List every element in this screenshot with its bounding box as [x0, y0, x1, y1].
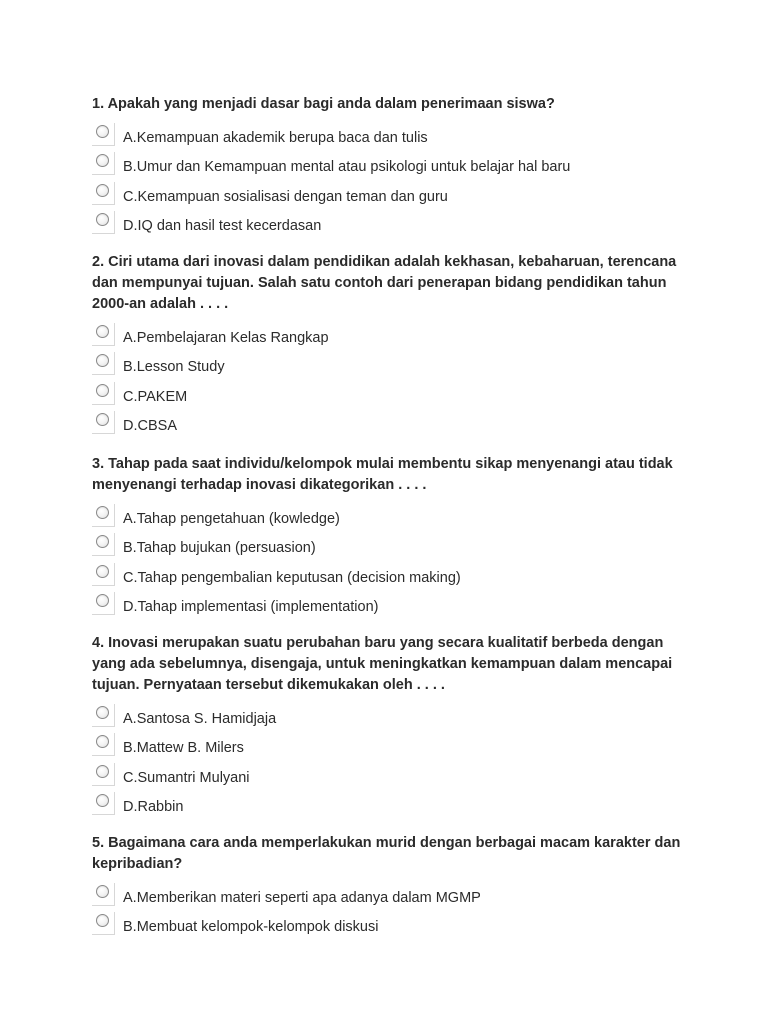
option-label: B.Lesson Study — [123, 359, 225, 376]
option-label: B.Mattew B. Milers — [123, 740, 244, 757]
radio-button[interactable] — [92, 323, 122, 349]
option-label: C.Kemampuan sosialisasi dengan teman dan guru — [123, 188, 448, 205]
option-label: D.CBSA — [123, 417, 177, 434]
option-label: A.Pembelajaran Kelas Rangkap — [123, 330, 329, 346]
option-item[interactable] — [92, 152, 692, 181]
radio-button[interactable] — [92, 792, 122, 818]
option-label: B.Umur dan Kemampuan mental atau psikologi untuk belajar hal baru — [123, 159, 571, 176]
option-item[interactable] — [92, 504, 692, 533]
radio-button[interactable] — [92, 411, 122, 437]
option-label: B.Tahap bujukan (persuasion) — [123, 540, 316, 557]
question-5 — [92, 833, 692, 942]
option-label: A.Kemampuan akademik berupa baca dan tulis — [123, 130, 428, 146]
options-list — [92, 123, 692, 240]
question-1 — [92, 94, 692, 240]
option-item[interactable] — [92, 533, 692, 562]
option-item[interactable] — [92, 883, 692, 912]
question-2 — [92, 252, 692, 440]
question-3 — [92, 454, 692, 621]
option-item[interactable] — [92, 323, 692, 352]
option-item[interactable] — [92, 211, 692, 240]
radio-button[interactable] — [92, 152, 122, 178]
question-text: 5. Bagaimana cara anda memperlakukan murid dengan berbagai macam karakter dan kepribadian? — [92, 835, 681, 872]
radio-button[interactable] — [92, 563, 122, 589]
option-label: A.Tahap pengetahuan (kowledge) — [123, 511, 340, 527]
question-4 — [92, 633, 692, 821]
option-label: B.Membuat kelompok-kelompok diskusi — [123, 919, 379, 936]
radio-button[interactable] — [92, 211, 122, 237]
option-label: A.Memberikan materi seperti apa adanya dalam MGMP — [123, 890, 481, 906]
option-item[interactable] — [92, 792, 692, 821]
radio-button[interactable] — [92, 182, 122, 208]
options-list — [92, 504, 692, 621]
options-list — [92, 323, 692, 440]
radio-button[interactable] — [92, 533, 122, 559]
option-item[interactable] — [92, 912, 692, 941]
option-label: C.Sumantri Mulyani — [123, 769, 250, 786]
option-item[interactable] — [92, 592, 692, 621]
option-label: D.IQ dan hasil test kecerdasan — [123, 217, 322, 234]
option-label: A.Santosa S. Hamidjaja — [123, 711, 277, 727]
radio-button[interactable] — [92, 883, 122, 909]
option-item[interactable] — [92, 563, 692, 592]
option-label: C.PAKEM — [123, 388, 188, 405]
option-label: D.Tahap implementasi (implementation) — [123, 598, 379, 615]
question-text: 1. Apakah yang menjadi dasar bagi anda dalam penerimaan siswa? — [92, 96, 555, 112]
radio-button[interactable] — [92, 504, 122, 530]
option-label: D.Rabbin — [123, 798, 184, 815]
question-text: 2. Ciri utama dari inovasi dalam pendidikan adalah kekhasan, kebaharuan, terencana dan mempunyai tujuan. Salah satu contoh dari penerapan bidang pendidikan tahun 2000-an adalah . . . . — [92, 254, 677, 312]
option-item[interactable] — [92, 182, 692, 211]
option-item[interactable] — [92, 704, 692, 733]
question-text: 3. Tahap pada saat individu/kelompok mulai membentu sikap menyenangi atau tidak menyenangi terhadap inovasi dikategorikan . . . . — [92, 456, 673, 493]
radio-button[interactable] — [92, 763, 122, 789]
options-list — [92, 883, 692, 942]
option-item[interactable] — [92, 763, 692, 792]
radio-button[interactable] — [92, 382, 122, 408]
options-list — [92, 704, 692, 821]
radio-button[interactable] — [92, 592, 122, 618]
radio-button[interactable] — [92, 704, 122, 730]
option-label: C.Tahap pengembalian keputusan (decision making) — [123, 569, 461, 586]
radio-button[interactable] — [92, 352, 122, 378]
radio-button[interactable] — [92, 123, 122, 149]
radio-button[interactable] — [92, 733, 122, 759]
question-text: 4. Inovasi merupakan suatu perubahan baru yang secara kualitatif berbeda dengan yang ada sebelumnya, disengaja, untuk meningkatkan kemampuan dalam mencapai tujuan. Pernyataan tersebut dikemukakan oleh . . . . — [92, 635, 673, 693]
radio-button[interactable] — [92, 912, 122, 938]
option-item[interactable] — [92, 411, 692, 440]
option-item[interactable] — [92, 123, 692, 152]
option-item[interactable] — [92, 733, 692, 762]
option-item[interactable] — [92, 382, 692, 411]
option-item[interactable] — [92, 352, 692, 381]
